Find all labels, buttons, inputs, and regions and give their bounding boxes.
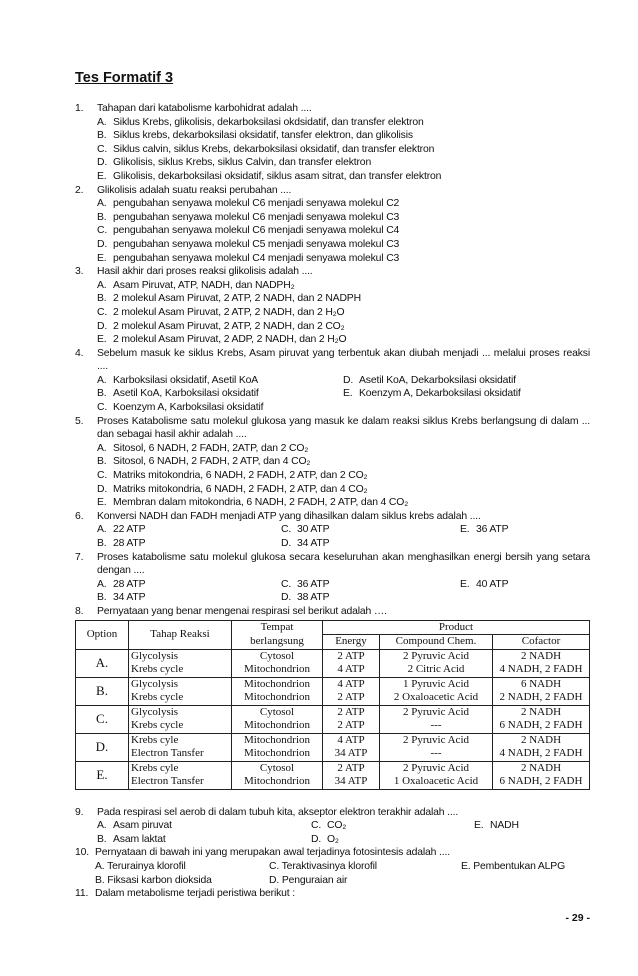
document-page <box>75 70 590 901</box>
question-text: Proses katabolisme satu molekul glukosa secara keseluruhan akan menghasilkan energi bersih yang setara dengan .... <box>97 551 590 577</box>
option-text: Siklus Krebs, glikolisis, dekarboksilasi okdsidatif, dan transfer elektron <box>113 116 424 128</box>
tahap-1: Krebs cyle <box>131 733 179 746</box>
option-letter: C. <box>281 524 292 536</box>
compound-2: --- <box>430 719 442 732</box>
question-2 <box>75 184 590 266</box>
option-text: Matriks mitokondria, 6 NADH, 2 FADH, 2 ATP, dan 2 CO₂ <box>113 470 368 482</box>
question-number: 10. <box>75 847 89 859</box>
option-text: NADH <box>490 820 519 832</box>
cofactor-1: 2 NADH <box>520 733 562 746</box>
page-number: - 29 - <box>565 912 590 924</box>
tempat-1: Cytosol <box>259 761 295 774</box>
option-letter: E. <box>97 170 107 182</box>
option-letter: C. <box>97 143 108 155</box>
option-text: Koenzym A, Karboksilasi oksidatif <box>113 402 264 414</box>
tempat-2: Mitochondrion <box>244 747 310 760</box>
tahap-2: Krebs cycle <box>131 691 184 704</box>
option-text: pengubahan senyawa molekul C5 menjadi senyawa molekul C3 <box>113 238 400 250</box>
option-letter: E. <box>97 497 107 509</box>
tempat-1: Mitochondrion <box>244 733 310 746</box>
question-text: Pernyataan di bawah ini yang merupakan awal terjadinya fotosintesis adalah .... <box>95 847 450 859</box>
tempat-2: Mitochondrion <box>244 691 310 704</box>
page-title: Tes Formatif 3 <box>75 70 174 86</box>
energy-1: 2 ATP <box>337 705 365 718</box>
question-number: 5. <box>75 415 84 427</box>
option-letter: C. <box>311 820 322 832</box>
cofactor-2: 2 NADH, 2 FADH <box>499 691 583 704</box>
header-energy: Energy <box>323 635 380 650</box>
option-letter: B. <box>97 293 107 305</box>
tahap-2: Electron Tansfer <box>131 747 204 760</box>
option-text: E. Pembentukan ALPG <box>461 860 566 872</box>
question-text: Pada respirasi sel aerob di dalam tubuh kita, akseptor elektron terakhir adalah .... <box>97 806 459 818</box>
option-text: 34 ATP <box>297 538 330 549</box>
option-letter: C. <box>281 578 292 590</box>
cofactor-1: 2 NADH <box>520 649 562 662</box>
option-letter: E. <box>97 334 107 346</box>
option-text: 30 ATP <box>297 524 330 536</box>
header-tempat: Tempat berlangsung <box>232 620 323 649</box>
option-letter: D. <box>311 833 322 845</box>
option-text: Koenzym A, Dekarboksilasi oksidatif <box>359 388 521 400</box>
option-text: pengubahan senyawa molekul C6 menjadi senyawa molekul C3 <box>113 211 400 223</box>
option-text: 2 molekul Asam Piruvat, 2 ATP, 2 NADH, dan 2 H₂O <box>113 306 345 318</box>
compound-1: 2 Pyruvic Acid <box>403 705 469 718</box>
tempat-1: Cytosol <box>259 705 295 718</box>
option-text: Glikolisis, siklus Krebs, siklus Calvin, dan transfer elektron <box>113 157 372 169</box>
option-text: Asam piruvat <box>113 820 172 832</box>
tahap-1: Krebs cyle <box>131 761 179 774</box>
header-product: Product <box>323 620 590 635</box>
question-text: Konversi NADH dan FADH menjadi ATP yang dihasilkan dalam siklus krebs adalah .... <box>97 510 481 522</box>
question-7 <box>75 551 590 605</box>
option-text: Membran dalam mitokondria, 6 NADH, 2 FADH, 2 ATP, dan 4 CO₂ <box>113 497 409 509</box>
option-letter: C. <box>97 306 108 318</box>
tempat-2: Mitochondrion <box>244 663 310 676</box>
option-letter: B. <box>97 833 107 845</box>
question-number: 8. <box>75 605 84 617</box>
option-letter: A. <box>97 442 107 454</box>
option-letter: D. <box>97 238 108 250</box>
tahap-1: Glycolysis <box>131 705 179 718</box>
option-letter: B. <box>97 592 107 604</box>
question-5 <box>75 415 590 510</box>
question-text: Glikolisis adalah suatu reaksi perubahan .... <box>97 184 292 196</box>
compound-1: 2 Pyruvic Acid <box>403 733 469 746</box>
option-text: Sitosol, 6 NADH, 2 FADH, 2ATP, dan 2 CO₂ <box>113 442 309 454</box>
tempat-2: Mitochondrion <box>244 775 310 788</box>
energy-2: 34 ATP <box>334 775 368 788</box>
energy-2: 2 ATP <box>337 691 365 704</box>
option-text: Siklus calvin, siklus Krebs, dekarboksilasi oksidatif, dan transfer elektron <box>113 143 435 155</box>
option-text: pengubahan senyawa molekul C4 menjadi senyawa molekul C3 <box>113 252 400 264</box>
question-number: 2. <box>75 184 84 196</box>
option-letter: D. <box>281 592 292 604</box>
energy-1: 2 ATP <box>337 761 365 774</box>
option-letter: E. <box>343 388 353 400</box>
option-text: Glikolisis, dekarboksilasi oksidatif, siklus asam sitrat, dan transfer elektron <box>113 170 442 182</box>
option-letter: C. <box>97 470 108 482</box>
cofactor-1: 6 NADH <box>520 677 562 690</box>
table-row <box>76 705 590 733</box>
option-letter: B. <box>97 538 107 549</box>
option-text: Matriks mitokondria, 6 NADH, 2 FADH, 2 ATP, dan 4 CO₂ <box>113 483 368 495</box>
option-text: 40 ATP <box>476 578 509 590</box>
tahap-1: Glycolysis <box>131 677 179 690</box>
cofactor-1: 2 NADH <box>520 761 562 774</box>
option-letter: A. <box>97 198 107 210</box>
option-cell: D. <box>76 733 129 761</box>
option-text: 36 ATP <box>476 524 509 536</box>
option-letter: A. <box>97 820 107 832</box>
option-letter: D. <box>343 374 354 386</box>
option-text: Karboksilasi oksidatif, Asetil KoA <box>113 374 259 386</box>
question-text: Proses Katabolisme satu molekul glukosa yang masuk ke dalam reaksi siklus Krebs berlangsung di dalam ... dan sebagai hasil akhir adalah .... <box>97 415 590 441</box>
option-letter: A. <box>97 116 107 128</box>
option-text: 36 ATP <box>297 578 330 590</box>
option-text: Asam Piruvat, ATP, NADH, dan NADPH₂ <box>113 279 295 291</box>
energy-1: 2 ATP <box>337 649 365 662</box>
option-cell: E. <box>76 761 129 789</box>
option-letter: B. <box>97 211 107 223</box>
question-number: 11. <box>75 888 89 900</box>
option-letter: E. <box>474 820 484 832</box>
option-letter: D. <box>97 483 108 495</box>
energy-2: 4 ATP <box>337 663 365 676</box>
header-option: Option <box>76 620 129 649</box>
tahap-2: Krebs cycle <box>131 663 184 676</box>
option-text: Sitosol, 6 NADH, 2 FADH, 2 ATP, dan 4 CO₂ <box>113 456 311 468</box>
question-8 <box>75 605 590 619</box>
option-letter: A. <box>97 578 107 590</box>
option-letter: A. <box>97 524 107 536</box>
question-text: Tahapan dari katabolisme karbohidrat adalah .... <box>97 103 312 114</box>
compound-1: 1 Pyruvic Acid <box>403 677 469 690</box>
header-compound: Compound Chem. <box>380 635 493 650</box>
option-letter: C. <box>97 402 108 414</box>
option-text: Siklus krebs, dekarboksilasi oksidatif, tansfer elektron, dan glikolisis <box>113 130 413 142</box>
table-row <box>76 677 590 705</box>
option-text: 22 ATP <box>113 524 146 536</box>
option-letter: D. <box>281 538 292 549</box>
compound-2: 2 Oxaloacetic Acid <box>393 691 479 704</box>
option-text: Asetil KoA, Dekarboksilasi oksidatif <box>359 374 516 386</box>
tempat-1: Cytosol <box>259 649 295 662</box>
cofactor-2: 4 NADH, 2 FADH <box>499 663 583 676</box>
compound-2: 1 Oxaloacetic Acid <box>393 775 479 788</box>
option-text: 2 molekul Asam Piruvat, 2 ATP, 2 NADH, dan 2 CO₂ <box>113 320 345 332</box>
question-number: 3. <box>75 266 84 278</box>
energy-1: 4 ATP <box>337 677 365 690</box>
table-row <box>76 649 590 677</box>
energy-2: 2 ATP <box>337 719 365 732</box>
header-cofactor: Cofactor <box>493 635 590 650</box>
energy-2: 34 ATP <box>334 747 368 760</box>
option-letter: C. <box>97 225 108 237</box>
option-letter: D. <box>97 320 108 332</box>
question-1 <box>75 102 590 184</box>
option-letter: D. <box>97 157 108 169</box>
option-cell: B. <box>76 677 129 705</box>
cofactor-1: 2 NADH <box>520 705 562 718</box>
question-number: 6. <box>75 510 84 522</box>
question-text: Sebelum masuk ke siklus Krebs, Asam piruvat yang terbentuk akan diubah menjadi ... melalui proses reaksi .... <box>97 347 590 373</box>
option-text: Asam laktat <box>113 833 166 845</box>
tempat-2: Mitochondrion <box>244 719 310 732</box>
option-letter: B. <box>97 388 107 400</box>
option-text: 28 ATP <box>113 578 146 590</box>
tempat-1: Mitochondrion <box>244 677 310 690</box>
tahap-2: Krebs cycle <box>131 719 184 732</box>
option-text: 2 molekul Asam Piruvat, 2 ATP, 2 NADH, dan 2 NADPH <box>113 293 361 305</box>
option-text: D. Penguraian air <box>269 874 348 886</box>
option-letter: A. <box>97 279 107 291</box>
question-6 <box>75 510 590 551</box>
question-number: 9. <box>75 806 84 818</box>
option-text: B. Fiksasi karbon dioksida <box>95 874 212 886</box>
option-cell: C. <box>76 705 129 733</box>
question-text: Dalam metabolisme terjadi peristiwa berikut : <box>95 888 295 900</box>
cofactor-2: 6 NADH, 2 FADH <box>499 719 583 732</box>
tahap-2: Electron Tansfer <box>131 775 204 788</box>
question-4 <box>75 347 590 415</box>
cofactor-2: 4 NADH, 2 FADH <box>499 747 583 760</box>
question-10 <box>75 846 590 887</box>
option-text: 34 ATP <box>113 592 146 604</box>
table-row <box>76 761 590 789</box>
question-3 <box>75 265 590 347</box>
question-number: 7. <box>75 551 84 563</box>
question-text: Pernyataan yang benar mengenai respirasi sel berikut adalah …. <box>97 605 387 617</box>
option-letter: A. <box>97 374 107 386</box>
question-11 <box>75 887 590 901</box>
question-number: 4. <box>75 347 84 359</box>
option-text: Asetil KoA, Karboksilasi oksidatif <box>113 388 259 400</box>
option-text: A. Terurainya klorofil <box>95 860 186 872</box>
cofactor-2: 6 NADH, 2 FADH <box>499 775 583 788</box>
compound-1: 2 Pyruvic Acid <box>403 761 469 774</box>
header-tahap: Tahap Reaksi <box>129 620 232 649</box>
tahap-1: Glycolysis <box>131 649 179 662</box>
energy-1: 4 ATP <box>337 733 365 746</box>
option-cell: A. <box>76 649 129 677</box>
option-text: pengubahan senyawa molekul C6 menjadi senyawa molekul C2 <box>113 198 400 210</box>
option-text: 38 ATP <box>297 592 330 604</box>
option-text: C. Teraktivasinya klorofil <box>269 860 377 872</box>
respiration-table <box>75 620 590 790</box>
option-text: CO₂ <box>327 820 347 832</box>
option-letter: B. <box>97 130 107 142</box>
option-letter: E. <box>97 252 107 264</box>
compound-2: 2 Citric Acid <box>407 663 465 676</box>
option-text: pengubahan senyawa molekul C6 menjadi senyawa molekul C4 <box>113 225 400 237</box>
question-text: Hasil akhir dari proses reaksi glikolisis adalah .... <box>97 266 313 278</box>
table-row <box>76 733 590 761</box>
compound-2: --- <box>430 747 442 760</box>
option-letter: B. <box>97 456 107 468</box>
question-number: 1. <box>75 103 84 114</box>
compound-1: 2 Pyruvic Acid <box>403 649 469 662</box>
option-text: 2 molekul Asam Piruvat, 2 ADP, 2 NADH, dan 2 H₂O <box>113 334 347 346</box>
option-letter: E. <box>460 578 470 590</box>
question-9 <box>75 806 590 847</box>
option-letter: E. <box>460 524 470 536</box>
option-text: O₂ <box>327 833 339 845</box>
option-text: 28 ATP <box>113 538 146 549</box>
